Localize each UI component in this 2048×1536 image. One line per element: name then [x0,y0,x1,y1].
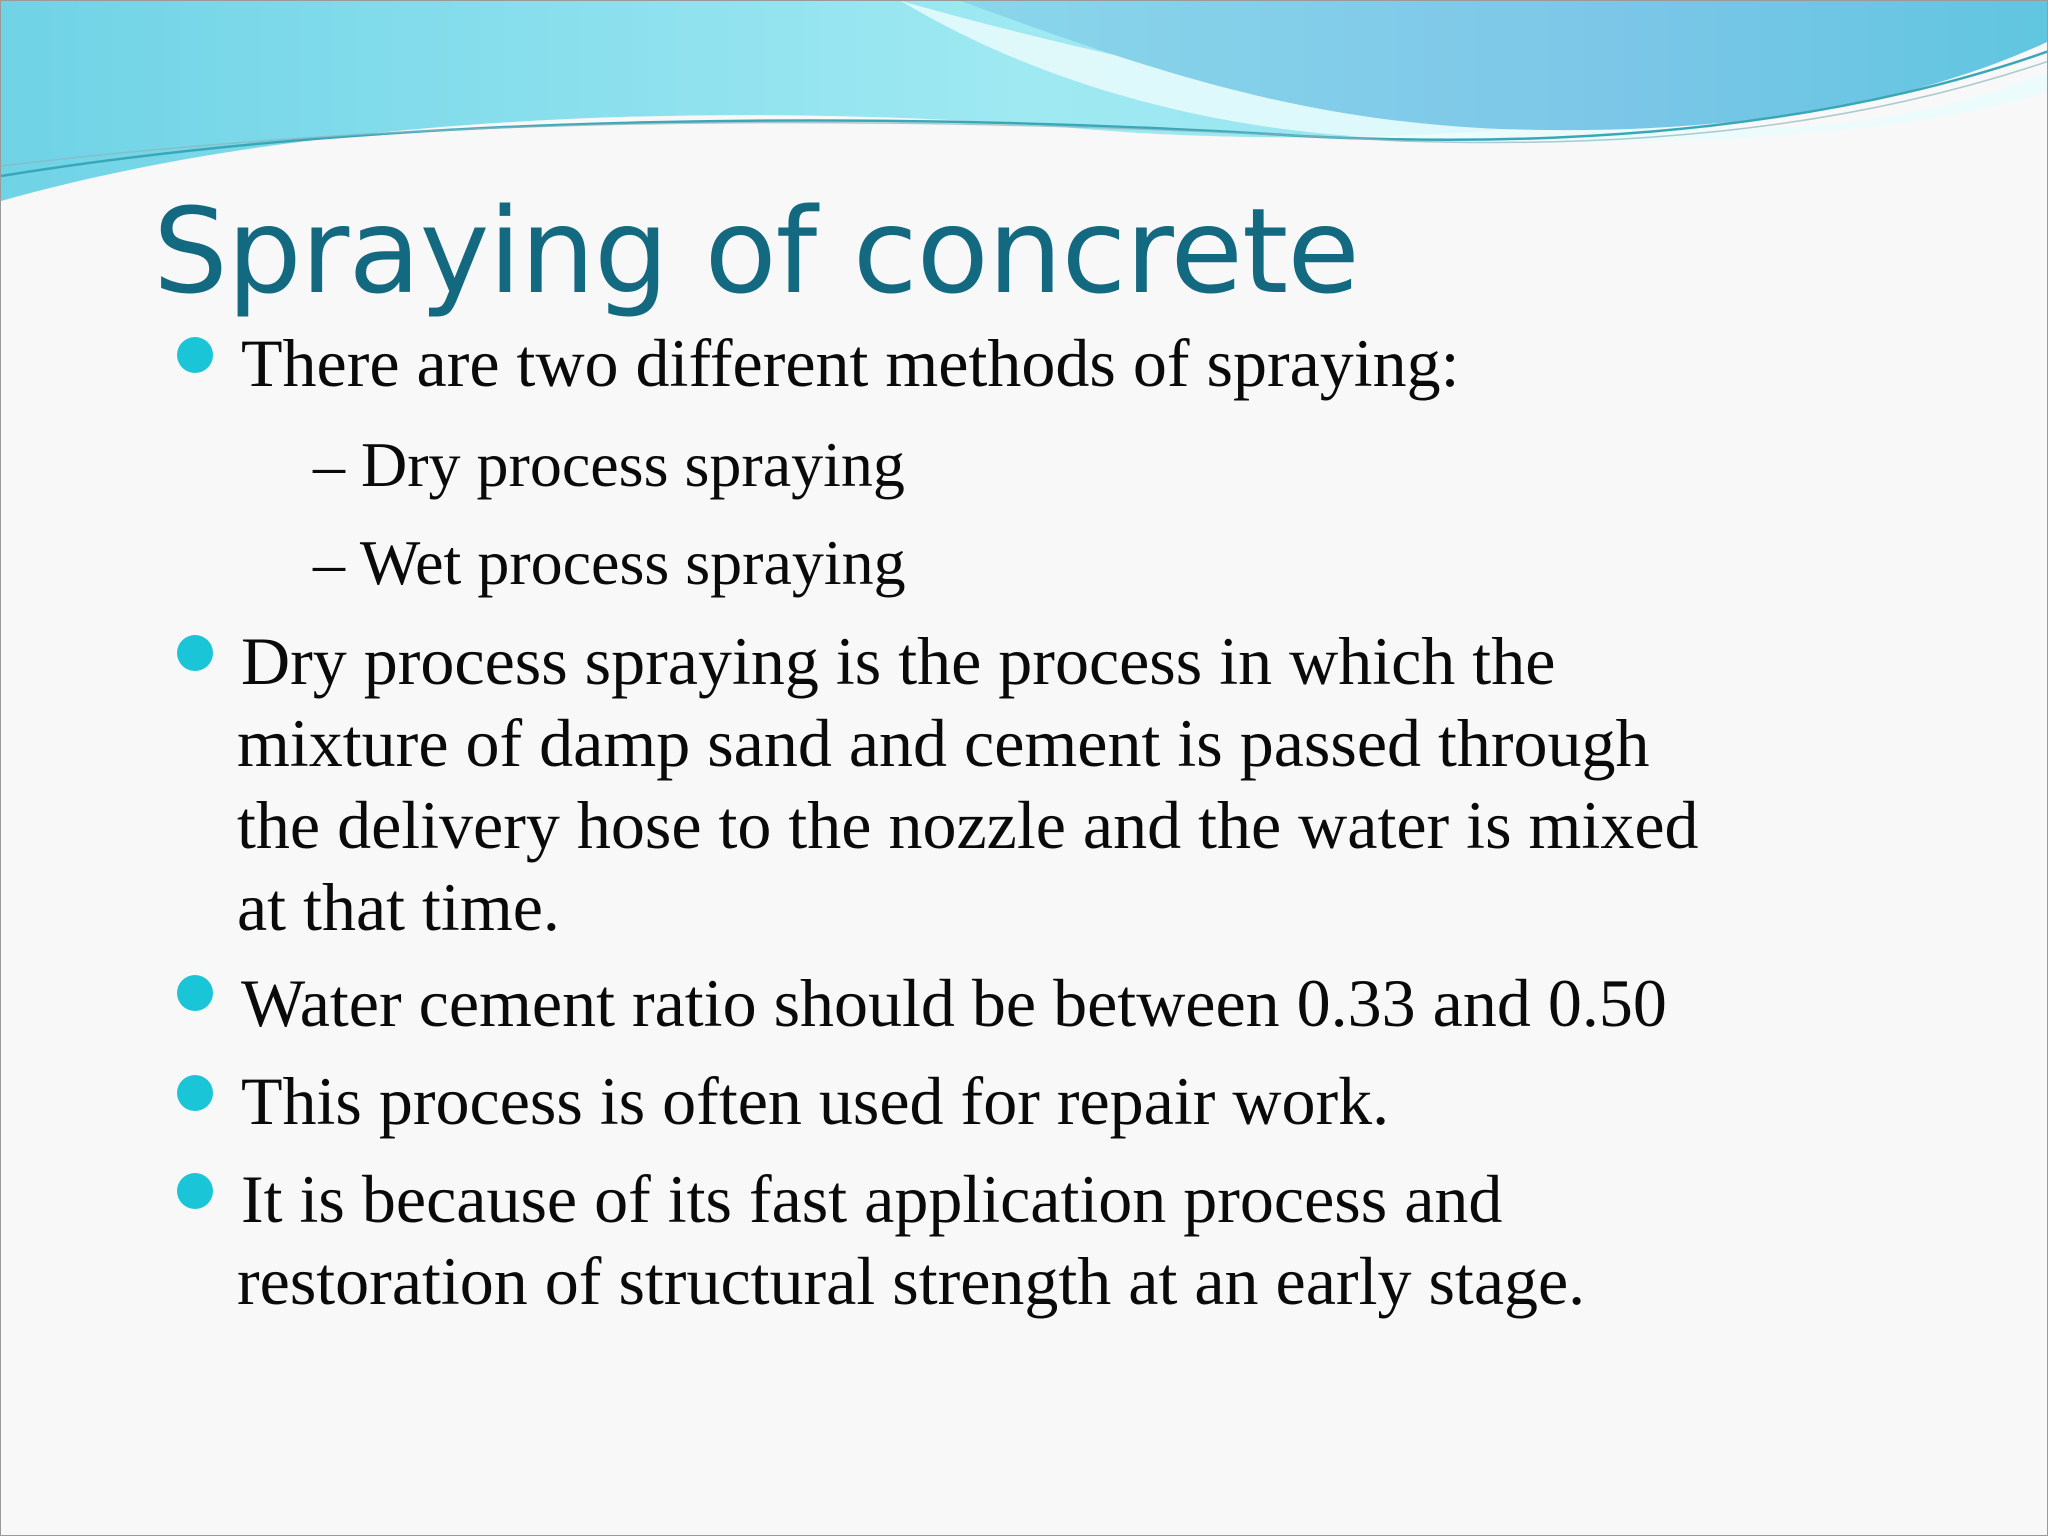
sub-item-text: – Dry process spraying [313,429,905,500]
bullet-icon [177,337,213,373]
bullet-text: at that time. [237,869,560,945]
bullet-text: restoration of structural strength at an early stage. [237,1243,1586,1319]
bullet-text: Water cement ratio should be between 0.33 and 0.50 [241,965,1667,1041]
slide-title: Spraying of concrete [153,182,1359,320]
bullet-icon [177,975,213,1011]
bullet-text: mixture of damp sand and cement is passed through [237,705,1650,781]
bullet-text: It is because of its fast application process and [241,1161,1503,1237]
bullet-text: This process is often used for repair work. [241,1063,1390,1139]
bullet-text: the delivery hose to the nozzle and the water is mixed [237,787,1699,863]
bullet-icon [177,635,213,671]
bullet-icon [177,1173,213,1209]
bullet-text: There are two different methods of spraying: [241,325,1460,401]
slide-body [1,1,2048,1536]
bullet-icon [177,1075,213,1111]
bullet-text: Dry process spraying is the process in which the [241,623,1556,699]
sub-item-text: – Wet process spraying [313,527,906,598]
